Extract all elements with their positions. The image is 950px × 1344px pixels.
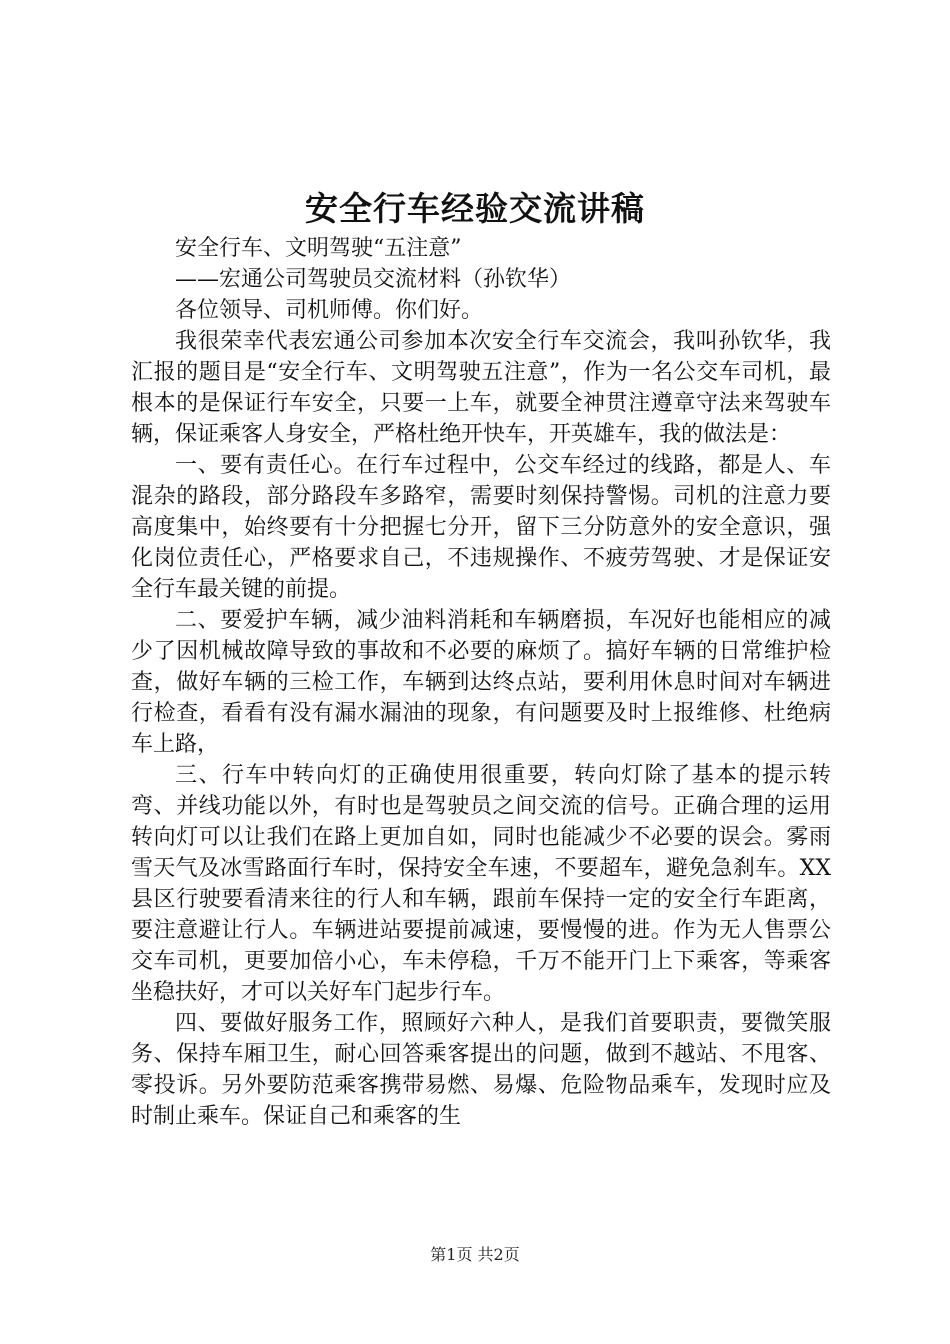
- page-footer: 第1页 共2页: [430, 1245, 520, 1264]
- point-one-paragraph: 一、要有责任心。在行车过程中，公交车经过的线路，都是人、车混杂的路段，部分路段车多路窄，需要时刻保持警惕。司机的注意力要高度集中，始终要有十分把握七分开，留下三分防意外的安全意识，强化岗位责任心，严格要求自己，不违规操作、不疲劳驾驶、才是保证安全行车最关键的前提。: [131, 453, 831, 602]
- point-four-paragraph: 四、要做好服务工作，照顾好六种人，是我们首要职责，要微笑服务、保持车厢卫生，耐心回答乘客提出的问题，做到不越站、不甩客、零投诉。另外要防范乘客携带易燃、易爆、危险物品乘车，发现时应及时制止乘车。保证自己和乘客的生: [131, 1011, 831, 1129]
- point-two-paragraph: 二、要爱护车辆，减少油料消耗和车辆磨损，车况好也能相应的减少了因机械故障导致的事故和不必要的麻烦了。搞好车辆的日常维护检查，做好车辆的三检工作，车辆到达终点站，要利用休息时间对车辆进行检查，看看有没有漏水漏油的现象，有问题要及时上报维修、杜绝病车上路，: [131, 608, 831, 757]
- document-body: [131, 233, 831, 1132]
- document-title: 安全行车经验交流讲稿: [305, 189, 645, 228]
- subtitle-line: 安全行车、文明驾驶“五注意”: [175, 236, 462, 261]
- author-line: ——宏通公司驾驶员交流材料（孙钦华）: [175, 267, 572, 292]
- intro-paragraph: 我很荣幸代表宏通公司参加本次安全行车交流会，我叫孙钦华，我汇报的题目是“安全行车、文明驾驶五注意”，作为一名公交车司机，最根本的是保证行车安全，只要一上车，就要全神贯注遵章守法来驾驶车辆，保证乘客人身安全，严格杜绝开快车，开英雄车，我的做法是：: [131, 329, 831, 447]
- greeting-paragraph: 各位领导、司机师傅。你们好。: [175, 298, 484, 323]
- point-three-paragraph: 三、行车中转向灯的正确使用很重要，转向灯除了基本的提示转弯、并线功能以外，有时也是驾驶员之间交流的信号。正确合理的运用转向灯可以让我们在路上更加自如，同时也能减少不必要的误会。雾雨雪天气及冰雪路面行车时，保持安全车速，不要超车，避免急刹车。XX县区行驶要看清来往的行人和车辆，跟前车保持一定的安全行车距离，要注意避让行人。车辆进站要提前减速，要慢慢的进。作为无人售票公交车司机，更要加倍小心，车未停稳，千万不能开门上下乘客，等乘客坐稳扶好，才可以关好车门起步行车。: [131, 763, 831, 1005]
